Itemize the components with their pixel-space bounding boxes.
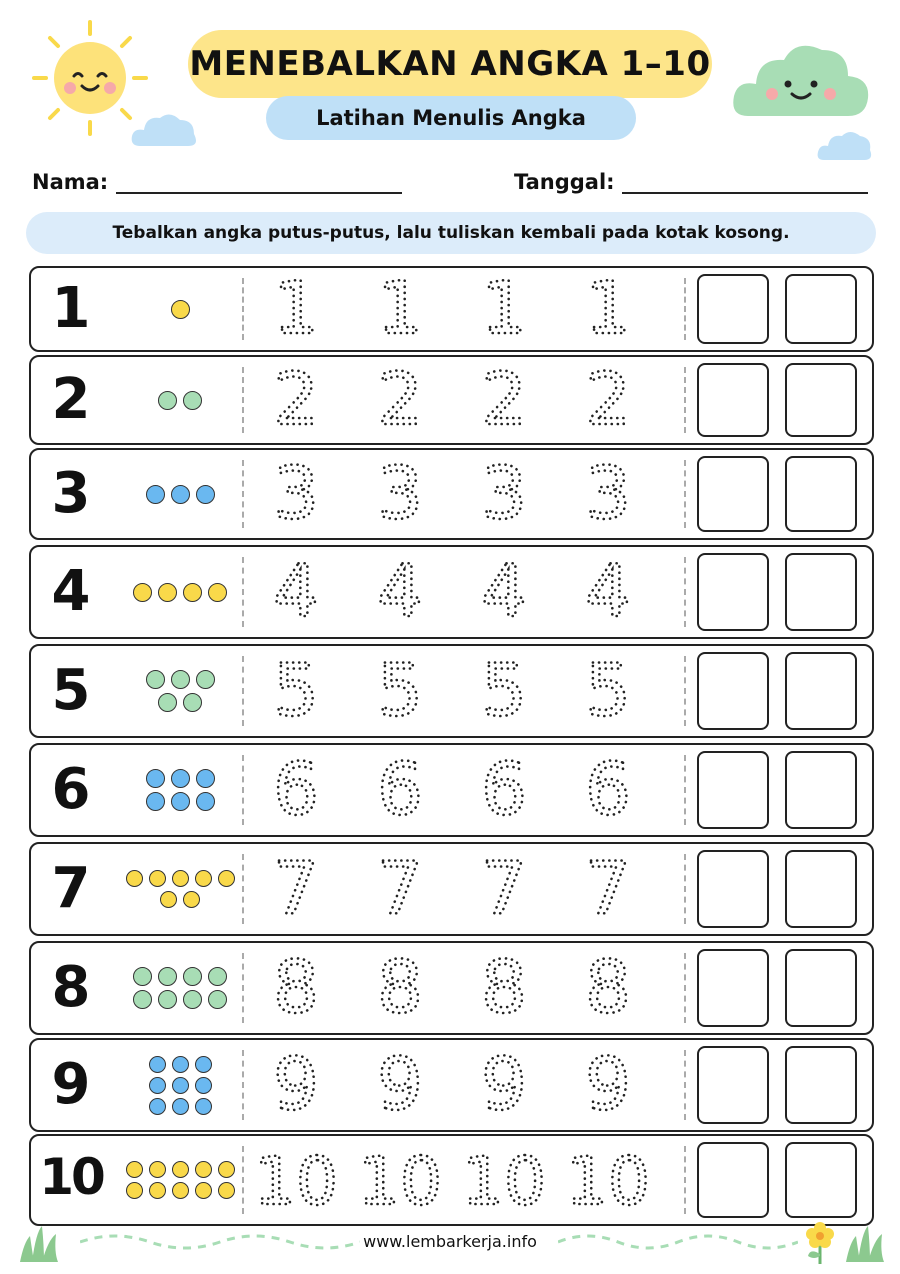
- counting-dots: [115, 1040, 245, 1130]
- trace-digit-text: 7: [377, 846, 423, 930]
- name-line[interactable]: [116, 192, 402, 194]
- counting-dots: [115, 1136, 245, 1224]
- answer-box[interactable]: [785, 751, 857, 829]
- counting-dot: [183, 891, 200, 908]
- answer-box[interactable]: [697, 1046, 769, 1124]
- dashed-divider: [684, 1146, 686, 1214]
- dotted-trace-digit[interactable]: [560, 943, 656, 1033]
- date-label: Tanggal:: [514, 170, 615, 194]
- trace-digit-text: 1: [377, 268, 423, 350]
- dotted-trace-digit[interactable]: [352, 1040, 448, 1130]
- answer-box[interactable]: [697, 274, 769, 344]
- trace-digit-text: 2: [377, 357, 423, 441]
- counting-dot: [158, 583, 177, 602]
- dotted-trace-digit[interactable]: [248, 1136, 344, 1224]
- worksheet-row: [29, 1134, 874, 1226]
- trace-digit-text: 8: [585, 945, 631, 1029]
- trace-digit-text: 6: [377, 747, 423, 831]
- counting-dot: [171, 792, 190, 811]
- dotted-trace-digit[interactable]: [456, 745, 552, 835]
- answer-box[interactable]: [785, 652, 857, 730]
- dashed-divider: [242, 953, 244, 1023]
- dotted-trace-digit[interactable]: [456, 450, 552, 538]
- counting-dot: [183, 990, 202, 1009]
- dashed-divider: [684, 656, 686, 726]
- cloud-icon: [130, 106, 200, 150]
- counting-dot: [149, 1182, 166, 1199]
- row-number: 8: [51, 955, 91, 1020]
- trace-digit-text: 9: [585, 1042, 631, 1126]
- answer-box[interactable]: [785, 553, 857, 631]
- counting-dot: [172, 1161, 189, 1178]
- counting-dot: [183, 693, 202, 712]
- counting-dot: [158, 967, 177, 986]
- counting-dot: [133, 990, 152, 1009]
- worksheet-row: [29, 545, 874, 639]
- dashed-divider: [684, 557, 686, 627]
- counting-dot: [183, 391, 202, 410]
- trace-digit-text: 9: [377, 1042, 423, 1126]
- trace-digit-text: 3: [377, 451, 423, 535]
- dashed-divider: [684, 854, 686, 924]
- counting-dots: [115, 268, 245, 350]
- counting-dot: [160, 891, 177, 908]
- page-subtitle: Latihan Menulis Angka: [316, 106, 586, 130]
- trace-digit-text: 8: [481, 945, 527, 1029]
- counting-dot: [208, 583, 227, 602]
- trace-digit-text: 5: [481, 648, 527, 732]
- cloud-icon: [816, 124, 874, 164]
- row-number: 7: [51, 856, 91, 921]
- dotted-trace-digit[interactable]: [560, 646, 656, 736]
- dashed-divider: [684, 367, 686, 433]
- trace-digit-text: 2: [585, 357, 631, 441]
- row-number: 1: [51, 276, 91, 341]
- date-line[interactable]: [622, 192, 868, 194]
- subtitle-banner: [266, 96, 636, 140]
- dotted-trace-digit[interactable]: [248, 844, 344, 934]
- counting-dot: [196, 769, 215, 788]
- dashed-divider: [684, 953, 686, 1023]
- dotted-trace-digit[interactable]: [248, 1040, 344, 1130]
- dotted-trace-digit[interactable]: [248, 745, 344, 835]
- counting-dot: [158, 693, 177, 712]
- answer-box[interactable]: [785, 949, 857, 1027]
- counting-dot: [195, 1077, 212, 1094]
- counting-dot: [172, 1098, 189, 1115]
- footer-url: www.lembarkerja.info: [363, 1232, 537, 1251]
- worksheet-row: [29, 266, 874, 352]
- counting-dot: [149, 1098, 166, 1115]
- counting-dot: [208, 990, 227, 1009]
- dotted-trace-digit[interactable]: [456, 547, 552, 637]
- page-title: MENEBALKAN ANGKA 1–10: [189, 44, 711, 84]
- answer-box[interactable]: [697, 363, 769, 437]
- trace-digit-text: 4: [585, 549, 631, 633]
- worksheet-row: [29, 448, 874, 540]
- trace-digit-text: 4: [273, 549, 319, 633]
- dotted-trace-digit[interactable]: [560, 268, 656, 350]
- counting-dot: [172, 1077, 189, 1094]
- trace-digit-text: 9: [273, 1042, 319, 1126]
- dotted-trace-digit[interactable]: [456, 268, 552, 350]
- counting-dot: [218, 1182, 235, 1199]
- counting-dot: [158, 990, 177, 1009]
- counting-dots: [115, 450, 245, 538]
- dotted-trace-digit[interactable]: [560, 357, 656, 443]
- counting-dot: [133, 967, 152, 986]
- name-label: Nama:: [32, 170, 109, 194]
- counting-dots: [115, 943, 245, 1033]
- counting-dot: [149, 870, 166, 887]
- row-number: 5: [51, 658, 91, 723]
- counting-dot: [195, 1056, 212, 1073]
- trace-digit-text: 5: [377, 648, 423, 732]
- counting-dot: [171, 485, 190, 504]
- trace-digit-text: 4: [481, 549, 527, 633]
- trace-digit-text: 5: [585, 648, 631, 732]
- counting-dot: [196, 670, 215, 689]
- dotted-trace-digit[interactable]: [560, 1040, 656, 1130]
- grass-icon: [844, 1222, 886, 1264]
- answer-box[interactable]: [785, 456, 857, 532]
- trace-digit-text: 7: [481, 846, 527, 930]
- counting-dots: [115, 357, 245, 443]
- answer-box[interactable]: [697, 850, 769, 928]
- dotted-trace-digit[interactable]: [352, 646, 448, 736]
- counting-dot: [149, 1077, 166, 1094]
- trace-digit-text: 2: [481, 357, 527, 441]
- trace-digit-text: 10: [358, 1143, 442, 1220]
- counting-dot: [196, 485, 215, 504]
- counting-dot: [195, 1098, 212, 1115]
- counting-dot: [146, 792, 165, 811]
- dotted-trace-digit[interactable]: [560, 450, 656, 538]
- dotted-trace-digit[interactable]: [352, 357, 448, 443]
- counting-dots: [115, 844, 245, 934]
- trace-digit-text: 9: [481, 1042, 527, 1126]
- dashed-divider: [242, 557, 244, 627]
- counting-dot: [196, 792, 215, 811]
- trace-digit-text: 10: [566, 1143, 650, 1220]
- answer-box[interactable]: [697, 949, 769, 1027]
- dotted-trace-digit[interactable]: [456, 1136, 552, 1224]
- trace-digit-text: 1: [585, 268, 631, 350]
- instruction-text: Tebalkan angka putus-putus, lalu tuliskan kembali pada kotak kosong.: [112, 223, 790, 243]
- dotted-trace-digit[interactable]: [352, 450, 448, 538]
- dotted-trace-digit[interactable]: [248, 450, 344, 538]
- counting-dot: [208, 967, 227, 986]
- counting-dot: [126, 1161, 143, 1178]
- counting-dot: [146, 769, 165, 788]
- dashed-divider: [684, 278, 686, 340]
- answer-box[interactable]: [697, 652, 769, 730]
- dashed-divider: [684, 460, 686, 528]
- counting-dot: [172, 1056, 189, 1073]
- counting-dot: [158, 391, 177, 410]
- dotted-trace-digit[interactable]: [352, 1136, 448, 1224]
- trace-digit-text: 3: [585, 451, 631, 535]
- dotted-trace-digit[interactable]: [248, 943, 344, 1033]
- dashed-divider: [684, 755, 686, 825]
- dotted-trace-digit[interactable]: [248, 268, 344, 350]
- trace-digit-text: 7: [585, 846, 631, 930]
- instruction-banner: [26, 212, 876, 254]
- counting-dots: [115, 547, 245, 637]
- title-banner: [188, 30, 712, 98]
- dashed-divider: [684, 1050, 686, 1120]
- dotted-trace-digit[interactable]: [560, 844, 656, 934]
- trace-digit-text: 6: [273, 747, 319, 831]
- dotted-trace-digit[interactable]: [248, 646, 344, 736]
- worksheet-row: [29, 355, 874, 445]
- counting-dot: [171, 670, 190, 689]
- worksheet-row: [29, 842, 874, 936]
- trace-digit-text: 5: [273, 648, 319, 732]
- counting-dot: [149, 1161, 166, 1178]
- trace-digit-text: 8: [377, 945, 423, 1029]
- dotted-trace-digit[interactable]: [560, 745, 656, 835]
- answer-box[interactable]: [697, 553, 769, 631]
- counting-dot: [172, 1182, 189, 1199]
- dotted-trace-digit[interactable]: [352, 547, 448, 637]
- trace-digit-text: 2: [273, 357, 319, 441]
- dotted-trace-digit[interactable]: [352, 268, 448, 350]
- dashed-divider: [242, 460, 244, 528]
- dotted-trace-digit[interactable]: [456, 943, 552, 1033]
- row-number: 2: [51, 367, 91, 432]
- dotted-trace-digit[interactable]: [352, 943, 448, 1033]
- dashed-wave: [558, 1230, 798, 1252]
- dotted-trace-digit[interactable]: [456, 1040, 552, 1130]
- answer-box[interactable]: [785, 1046, 857, 1124]
- counting-dot: [146, 485, 165, 504]
- row-number: 3: [51, 461, 91, 526]
- dotted-trace-digit[interactable]: [248, 547, 344, 637]
- trace-digit-text: 3: [273, 451, 319, 535]
- dotted-trace-digit[interactable]: [248, 357, 344, 443]
- dashed-divider: [242, 278, 244, 340]
- answer-box[interactable]: [785, 850, 857, 928]
- worksheet-row: [29, 941, 874, 1035]
- counting-dot: [183, 583, 202, 602]
- counting-dot: [218, 870, 235, 887]
- counting-dot: [126, 1182, 143, 1199]
- counting-dot: [146, 670, 165, 689]
- worksheet-row: [29, 1038, 874, 1132]
- dotted-trace-digit[interactable]: [456, 646, 552, 736]
- counting-dot: [133, 583, 152, 602]
- dashed-divider: [242, 854, 244, 924]
- smiling-cloud-icon: [730, 32, 872, 124]
- dashed-divider: [242, 755, 244, 825]
- flower-icon: [800, 1220, 840, 1264]
- dotted-trace-digit[interactable]: [456, 357, 552, 443]
- answer-box[interactable]: [697, 456, 769, 532]
- trace-digit-text: 6: [481, 747, 527, 831]
- trace-digit-text: 10: [462, 1143, 546, 1220]
- counting-dot: [171, 300, 190, 319]
- dashed-divider: [242, 1146, 244, 1214]
- counting-dots: [115, 646, 245, 736]
- counting-dot: [171, 769, 190, 788]
- counting-dot: [172, 870, 189, 887]
- dotted-trace-digit[interactable]: [560, 1136, 656, 1224]
- trace-digit-text: 6: [585, 747, 631, 831]
- answer-box[interactable]: [785, 274, 857, 344]
- row-number: 10: [39, 1148, 103, 1206]
- row-number: 9: [51, 1052, 91, 1117]
- counting-dot: [195, 1161, 212, 1178]
- dotted-trace-digit[interactable]: [352, 745, 448, 835]
- counting-dot: [195, 1182, 212, 1199]
- dashed-divider: [242, 656, 244, 726]
- row-number: 6: [51, 757, 91, 822]
- dotted-trace-digit[interactable]: [456, 844, 552, 934]
- answer-box[interactable]: [785, 363, 857, 437]
- trace-digit-text: 10: [254, 1143, 338, 1220]
- counting-dot: [195, 870, 212, 887]
- trace-digit-text: 1: [273, 268, 319, 350]
- trace-digit-text: 7: [273, 846, 319, 930]
- counting-dot: [126, 870, 143, 887]
- counting-dots: [115, 745, 245, 835]
- trace-digit-text: 4: [377, 549, 423, 633]
- answer-box[interactable]: [697, 751, 769, 829]
- trace-digit-text: 8: [273, 945, 319, 1029]
- dotted-trace-digit[interactable]: [560, 547, 656, 637]
- counting-dot: [218, 1161, 235, 1178]
- dashed-divider: [242, 1050, 244, 1120]
- counting-dot: [149, 1056, 166, 1073]
- dotted-trace-digit[interactable]: [352, 844, 448, 934]
- counting-dot: [183, 967, 202, 986]
- row-number: 4: [51, 559, 91, 624]
- answer-box[interactable]: [785, 1142, 857, 1218]
- trace-digit-text: 3: [481, 451, 527, 535]
- worksheet-row: [29, 644, 874, 738]
- trace-digit-text: 1: [481, 268, 527, 350]
- answer-box[interactable]: [697, 1142, 769, 1218]
- worksheet-row: [29, 743, 874, 837]
- dashed-divider: [242, 367, 244, 433]
